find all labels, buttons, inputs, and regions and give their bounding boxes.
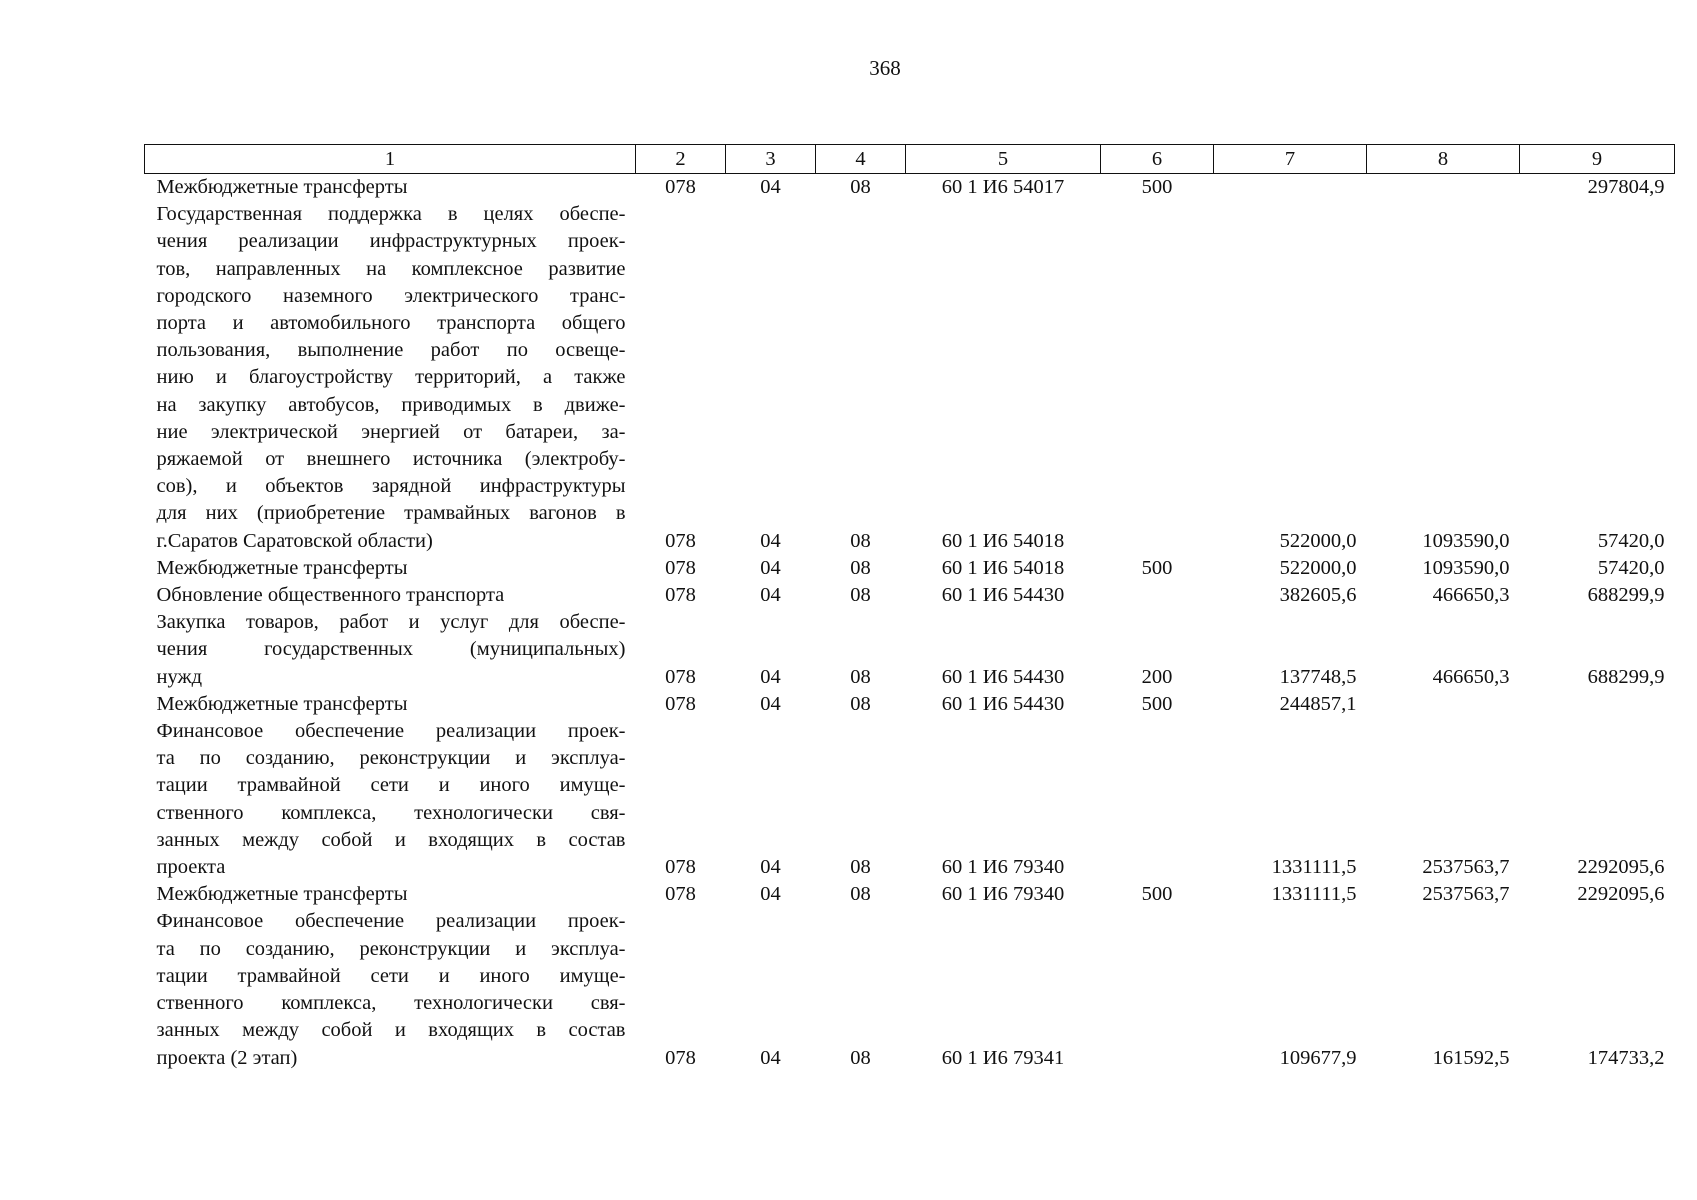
amount-cell: 2292095,6	[1577, 883, 1665, 906]
ministry-code-cell: 078	[665, 665, 696, 688]
section-code-cell: 04	[760, 883, 781, 906]
expense-name-line: ственного комплекса, технологически свя-	[156, 801, 626, 824]
section-code-cell: 04	[760, 529, 781, 552]
amount-cell: 1093590,0	[1422, 529, 1510, 552]
section-code-cell: 04	[760, 665, 781, 688]
subsection-code-cell: 08	[850, 665, 871, 688]
expense-name-line: тации трамвайной сети и иного имуще-	[156, 774, 626, 797]
expense-name-line: чения государственных (муниципальных)	[156, 638, 626, 661]
amount-cell: 297804,9	[1587, 176, 1665, 198]
expense-type-cell	[1101, 718, 1214, 881]
expense-name-line: Межбюджетные трансферты	[156, 176, 408, 198]
expense-name-line: нию и благоустройству территорий, а также	[156, 366, 626, 389]
expense-name-cell	[145, 582, 636, 609]
expense-name-line: Межбюджетные трансферты	[156, 883, 408, 906]
section-code-cell: 04	[760, 1046, 781, 1069]
target-article-cell: 60 1 И6 54430	[941, 665, 1065, 688]
amount-cell: 57420,0	[1597, 529, 1665, 552]
target-article-cell: 60 1 И6 54017	[941, 176, 1065, 198]
table-row	[145, 609, 1675, 691]
expense-name-line: Государственная поддержка в целях обеспе-	[156, 203, 626, 226]
column-header: 8	[1367, 145, 1520, 174]
expense-type-cell: 200	[1141, 665, 1173, 688]
subsection-code-cell: 08	[850, 856, 871, 879]
subsection-code-cell: 08	[850, 176, 871, 198]
target-article-cell: 60 1 И6 54018	[941, 556, 1065, 579]
amount-cell: 161592,5	[1432, 1046, 1510, 1069]
expense-name-cell	[145, 201, 636, 555]
amount-cell: 1331111,5	[1271, 856, 1357, 879]
amount-cell: 57420,0	[1597, 556, 1665, 579]
section-code-cell: 04	[760, 692, 781, 715]
expense-name-line: ственного комплекса, технологически свя-	[156, 992, 626, 1015]
expense-name-line: для них (приобретение трамвайных вагонов в	[156, 502, 626, 525]
expense-type-cell: 500	[1141, 556, 1173, 579]
table-row	[145, 881, 1675, 908]
expense-name-line: г.Саратов Саратовской области)	[156, 529, 433, 552]
amount-cell: 2537563,7	[1422, 856, 1510, 879]
expense-name-line: пользования, выполнение работ по освеще-	[156, 339, 626, 362]
target-article-cell: 60 1 И6 79340	[941, 856, 1065, 879]
amount-cell	[1367, 174, 1520, 202]
amount-cell: 2537563,7	[1422, 883, 1510, 906]
expense-name-line: городского наземного электрического транс-	[156, 284, 626, 307]
expense-name-line: Межбюджетные трансферты	[156, 692, 408, 715]
expense-type-cell: 500	[1141, 692, 1173, 715]
target-article-cell: 60 1 И6 79340	[941, 883, 1065, 906]
section-code-cell: 04	[760, 176, 781, 198]
amount-cell: 137748,5	[1279, 665, 1357, 688]
ministry-code-cell: 078	[665, 883, 696, 906]
column-header: 4	[816, 145, 906, 174]
expense-name-line: Финансовое обеспечение реализации проек-	[156, 720, 626, 743]
expense-name-line: сов), и объектов зарядной инфраструктуры	[156, 475, 626, 498]
amount-cell: 688299,9	[1587, 584, 1665, 607]
expense-name-line: занных между собой и входящих в состав	[156, 1019, 626, 1042]
table-body	[145, 174, 1675, 1072]
amount-cell: 1331111,5	[1271, 883, 1357, 906]
ministry-code-cell: 078	[665, 529, 696, 552]
amount-cell	[1367, 691, 1520, 718]
expense-type-cell	[1101, 201, 1214, 555]
subsection-code-cell: 08	[850, 883, 871, 906]
expense-name-line: Межбюджетные трансферты	[156, 556, 408, 579]
table-row	[145, 201, 1675, 555]
table-row	[145, 582, 1675, 609]
ministry-code-cell: 078	[665, 1046, 696, 1069]
page-number: 368	[869, 56, 901, 80]
amount-cell	[1214, 174, 1367, 202]
ministry-code-cell: 078	[665, 556, 696, 579]
expense-name-cell	[145, 718, 636, 881]
expense-name-line: Закупка товаров, работ и услуг для обеспе-	[156, 611, 626, 634]
expense-name-line: на закупку автобусов, приводимых в движе-	[156, 393, 626, 416]
expense-name-line: чения реализации инфраструктурных проек-	[156, 230, 626, 253]
column-header: 6	[1101, 145, 1214, 174]
amount-cell: 174733,2	[1587, 1046, 1665, 1069]
expense-name-line: порта и автомобильного транспорта общего	[156, 312, 626, 335]
expense-name-line: ние электрической энергией от батареи, за-	[156, 420, 626, 443]
expense-type-cell	[1101, 582, 1214, 609]
expense-type-cell: 500	[1141, 883, 1173, 906]
column-header: 2	[636, 145, 726, 174]
table-row	[145, 174, 1675, 202]
expense-name-line: Финансовое обеспечение реализации проек-	[156, 910, 626, 933]
table-row	[145, 908, 1675, 1071]
expense-name-line: Обновление общественного транспорта	[156, 584, 505, 607]
ministry-code-cell: 078	[665, 176, 696, 198]
expense-type-cell: 500	[1141, 176, 1173, 198]
amount-cell: 466650,3	[1432, 584, 1510, 607]
amount-cell: 522000,0	[1279, 529, 1357, 552]
amount-cell: 382605,6	[1279, 584, 1357, 607]
subsection-code-cell: 08	[850, 584, 871, 607]
section-code-cell: 04	[760, 584, 781, 607]
expense-name-cell	[145, 555, 636, 582]
expense-name-line: тов, направленных на комплексное развитие	[156, 257, 626, 280]
amount-cell: 522000,0	[1279, 556, 1357, 579]
expense-name-line: та по созданию, реконструкции и эксплуа-	[156, 937, 626, 960]
expense-name-line: проекта	[156, 856, 226, 879]
expense-name-cell	[145, 908, 636, 1071]
table-row	[145, 691, 1675, 718]
amount-cell: 2292095,6	[1577, 856, 1665, 879]
subsection-code-cell: 08	[850, 529, 871, 552]
target-article-cell: 60 1 И6 79341	[941, 1046, 1065, 1069]
section-code-cell: 04	[760, 556, 781, 579]
expense-name-cell	[145, 609, 636, 691]
expense-name-line: занных между собой и входящих в состав	[156, 828, 626, 851]
subsection-code-cell: 08	[850, 1046, 871, 1069]
amount-cell: 688299,9	[1587, 665, 1665, 688]
amount-cell: 244857,1	[1279, 692, 1357, 715]
ministry-code-cell: 078	[665, 692, 696, 715]
section-code-cell: 04	[760, 856, 781, 879]
ministry-code-cell: 078	[665, 584, 696, 607]
amount-cell: 466650,3	[1432, 665, 1510, 688]
expense-name-line: тации трамвайной сети и иного имуще-	[156, 964, 626, 987]
subsection-code-cell: 08	[850, 556, 871, 579]
expense-name-line: проекта (2 этап)	[156, 1046, 298, 1069]
column-header: 9	[1520, 145, 1675, 174]
expense-name-cell	[145, 174, 636, 202]
column-header: 1	[145, 145, 636, 174]
target-article-cell: 60 1 И6 54430	[941, 692, 1065, 715]
amount-cell	[1520, 691, 1675, 718]
column-header: 7	[1214, 145, 1367, 174]
table-header-row	[145, 145, 1675, 174]
subsection-code-cell: 08	[850, 692, 871, 715]
target-article-cell: 60 1 И6 54430	[941, 584, 1065, 607]
expense-type-cell	[1101, 908, 1214, 1071]
column-header: 5	[906, 145, 1101, 174]
table-row	[145, 718, 1675, 881]
table-row	[145, 555, 1675, 582]
expense-name-line: нужд	[156, 665, 203, 688]
budget-table	[144, 144, 1675, 1072]
expense-name-cell	[145, 881, 636, 908]
expense-name-cell	[145, 691, 636, 718]
amount-cell: 109677,9	[1279, 1046, 1357, 1069]
column-header: 3	[726, 145, 816, 174]
target-article-cell: 60 1 И6 54018	[941, 529, 1065, 552]
ministry-code-cell: 078	[665, 856, 696, 879]
expense-name-line: ряжаемой от внешнего источника (электробу-	[156, 448, 626, 471]
amount-cell: 1093590,0	[1422, 556, 1510, 579]
expense-name-line: та по созданию, реконструкции и эксплуа-	[156, 747, 626, 770]
